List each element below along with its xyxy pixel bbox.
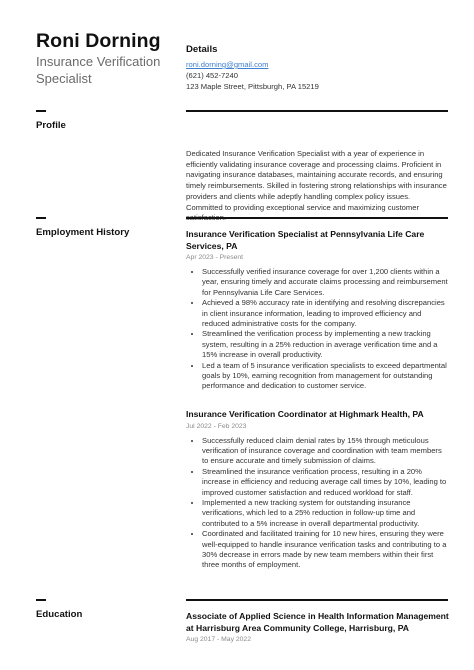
list-item: • Streamlined the verification process by implementing a new tracking system, resulting in a 25% reduction in average verification time and a 15% increase in overall productivity.: [202, 329, 450, 360]
education-title: Associate of Applied Science in Health Information Management at Harrisburg Area Community College, Harrisburg, PA: [186, 611, 449, 633]
list-item: • Successfully reduced claim denial rates by 15% through meticulous verification of insurance coverage and coordination with team members to ensure accurate and timely submission of claims.: [202, 436, 450, 467]
job-title: Insurance Verification Coordinator at Highmark Health, PA: [186, 409, 424, 419]
phone-number: (621) 452-7240: [186, 71, 238, 80]
list-item: • Streamlined the insurance verification process, resulting in a 20% increase in efficiency and reducing average call times by 10%, leading to improved customer satisfaction and reduced workload for staff.: [202, 467, 450, 498]
education-heading: Education: [36, 609, 83, 620]
details-section: [186, 44, 448, 92]
list-item: • Coordinated and facilitated training for 10 new hires, ensuring they were well-equipped to handle insurance verification tasks and contributing to a 30% decrease in errors made by new team members within their first three months of employment.: [202, 529, 450, 571]
job-bullets: [186, 436, 450, 571]
job-bullets: [186, 267, 450, 392]
candidate-title: Insurance Verification Specialist: [36, 54, 161, 86]
list-item: • Implemented a new tracking system for outstanding insurance verifications, which led to a 25% reduction in follow-up time and contributed to a 5% increase in overall departmental productivity.: [202, 498, 450, 529]
job-entry: [186, 409, 450, 571]
education-dates: Aug 2017 - May 2022: [186, 636, 251, 643]
job-title: Insurance Verification Specialist at Pennsylvania Life Care Services, PA: [186, 229, 425, 251]
employment-divider: [186, 217, 448, 219]
profile-divider: [186, 110, 448, 112]
details-heading: Details: [186, 44, 218, 55]
employment-dash: [36, 217, 46, 219]
education-divider: [186, 599, 448, 601]
profile-heading: Profile: [36, 120, 66, 131]
job-dates: Apr 2023 - Present: [186, 254, 244, 261]
profile-text: Dedicated Insurance Verification Specialist with a year of experience in efficiently validating insurance coverage and processing claims. Proficient in navigating insurance databases, maintaining accurate records, and ensuring timely reimbursements. Skilled in fostering strong relationships with insurance providers and clients while adeptly handling complex policy issues. Committed to providing exceptional service and maximizing customer: [186, 149, 447, 212]
email-link[interactable]: roni.dorning@gmail.com: [186, 60, 269, 69]
education-dash: [36, 599, 46, 601]
list-item: • Successfully verified insurance coverage for over 1,200 clients within a year, ensuring timely and accurate claims processing and reimbursement for Pennsylvania Life Care Services.: [202, 267, 450, 298]
job-entry: [186, 229, 450, 392]
education-entry: [186, 611, 450, 645]
employment-heading: Employment History: [36, 227, 130, 238]
list-item: • Led a team of 5 insurance verification specialists to exceed departmental goals by 10%, earning recognition from management for outstanding performance and dedication to customer service.: [202, 361, 450, 392]
candidate-name: Roni Dorning: [36, 30, 161, 52]
job-dates: Jul 2022 - Feb 2023: [186, 422, 247, 430]
address: 123 Maple Street, Pittsburgh, PA 15219: [186, 82, 319, 91]
profile-dash: [36, 110, 46, 112]
list-item: • Achieved a 98% accuracy rate in identifying and resolving discrepancies in client insurance information, leading to improved efficiency and reduced administrative costs for the company.: [202, 298, 450, 329]
